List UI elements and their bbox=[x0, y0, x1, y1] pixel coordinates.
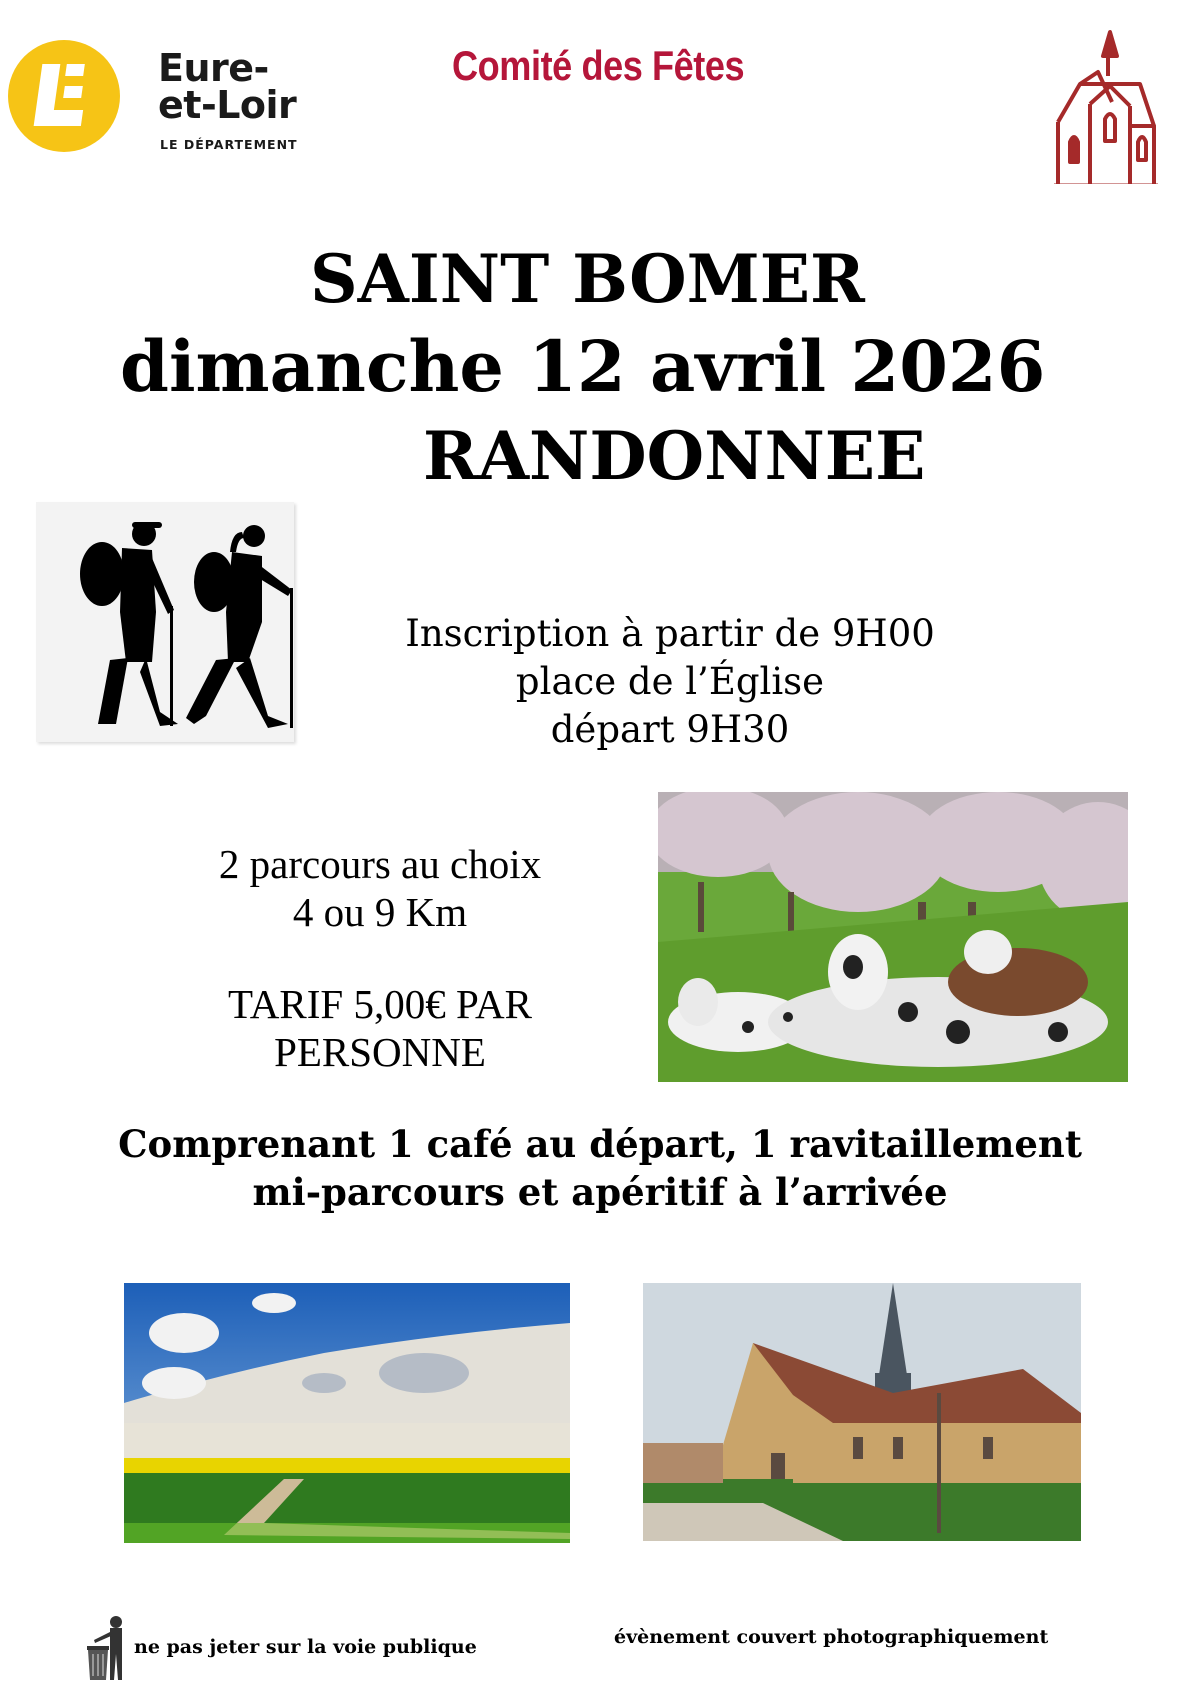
price-line1: TARIF 5,00€ PAR bbox=[228, 981, 532, 1027]
price-line2: PERSONNE bbox=[274, 1029, 486, 1075]
church-photo bbox=[643, 1283, 1081, 1541]
meeting-place: place de l’Église bbox=[515, 660, 825, 703]
organizer-label: Comité des Fêtes bbox=[452, 42, 745, 89]
department-subtitle: LE DÉPARTEMENT bbox=[160, 137, 298, 152]
routes-count: 2 parcours au choix bbox=[218, 841, 542, 887]
department-name-line1: Eure- bbox=[158, 46, 269, 90]
routes-distances: 4 ou 9 Km bbox=[292, 889, 468, 935]
included-line2: mi-parcours et apéritif à l’arrivée bbox=[252, 1170, 948, 1214]
cows-photo bbox=[658, 792, 1128, 1082]
included-line1: Comprenant 1 café au départ, 1 ravitaillement bbox=[118, 1122, 1082, 1166]
registration-time: Inscription à partir de 9H00 bbox=[405, 612, 935, 655]
department-name bbox=[158, 46, 297, 127]
department-name-line2: et-Loir bbox=[158, 83, 297, 127]
village-name: SAINT BOMER bbox=[310, 240, 865, 318]
price-info bbox=[150, 980, 610, 1076]
photo-coverage-notice: évènement couvert photographiquement bbox=[614, 1626, 1049, 1648]
event-date: dimanche 12 avril 2026 bbox=[120, 325, 1046, 408]
routes-info bbox=[150, 840, 610, 936]
included-info bbox=[100, 1120, 1100, 1216]
church-sketch-icon bbox=[1050, 14, 1160, 184]
eure-et-loir-logo-icon bbox=[8, 40, 120, 152]
hikers-silhouette-icon bbox=[36, 502, 294, 742]
field-path-photo bbox=[124, 1283, 570, 1543]
schedule-info bbox=[360, 610, 980, 754]
litter-notice-text: ne pas jeter sur la voie publique bbox=[134, 1636, 477, 1658]
trash-bin-icon bbox=[86, 1614, 130, 1680]
departure-time: départ 9H30 bbox=[550, 708, 790, 751]
event-type: RANDONNEE bbox=[423, 417, 926, 495]
litter-notice bbox=[86, 1614, 477, 1680]
